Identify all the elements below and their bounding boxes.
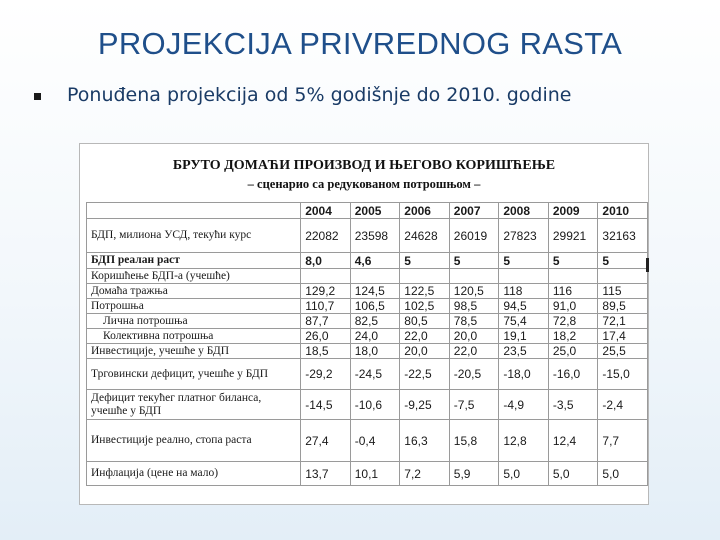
value-cell: -24,5 xyxy=(350,359,400,390)
border-mark xyxy=(646,258,649,272)
value-cell: 22,0 xyxy=(400,329,450,344)
table-row xyxy=(87,269,648,284)
value-cell xyxy=(449,269,499,284)
value-cell: 25,0 xyxy=(548,344,598,359)
value-cell xyxy=(400,269,450,284)
table-row xyxy=(87,359,648,390)
table-row xyxy=(87,253,648,269)
table-title: БРУТО ДОМАЋИ ПРОИЗВОД И ЊЕГОВО КОРИШЋЕЊЕ xyxy=(172,158,556,173)
row-label: Инвестиције реално, стопа раста xyxy=(87,420,301,462)
value-cell: 94,5 xyxy=(499,299,549,314)
value-cell: 18,5 xyxy=(301,344,351,359)
value-cell: 72,8 xyxy=(548,314,598,329)
gdp-table xyxy=(86,202,648,486)
value-cell: 20,0 xyxy=(400,344,450,359)
value-cell: 15,8 xyxy=(449,420,499,462)
value-cell: 18,2 xyxy=(548,329,598,344)
value-cell: 20,0 xyxy=(449,329,499,344)
value-cell: 18,0 xyxy=(350,344,400,359)
row-label: Инвестиције, учешће у БДП xyxy=(87,344,301,359)
value-cell: 122,5 xyxy=(400,284,450,299)
table-row xyxy=(87,299,648,314)
value-cell: 29921 xyxy=(548,219,598,253)
year-header: 2009 xyxy=(548,203,598,219)
value-cell xyxy=(301,269,351,284)
value-cell: 27,4 xyxy=(301,420,351,462)
value-cell: -9,25 xyxy=(400,390,450,420)
value-cell: -15,0 xyxy=(598,359,648,390)
value-cell: -18,0 xyxy=(499,359,549,390)
value-cell: -20,5 xyxy=(449,359,499,390)
value-cell: 72,1 xyxy=(598,314,648,329)
table-row xyxy=(87,219,648,253)
row-label: БДП, милиона УСД, текући курс xyxy=(87,219,301,253)
table-row xyxy=(87,420,648,462)
value-cell: 5 xyxy=(598,253,648,269)
table-row xyxy=(87,390,648,420)
value-cell: 16,3 xyxy=(400,420,450,462)
row-label: Дефицит текућег платног биланса, учешће у БДП xyxy=(87,390,301,420)
row-label: БДП реалан раст xyxy=(87,253,301,269)
year-header: 2006 xyxy=(400,203,450,219)
value-cell: 80,5 xyxy=(400,314,450,329)
value-cell xyxy=(350,269,400,284)
value-cell: 12,4 xyxy=(548,420,598,462)
value-cell: 5 xyxy=(449,253,499,269)
value-cell: 24628 xyxy=(400,219,450,253)
value-cell: 98,5 xyxy=(449,299,499,314)
value-cell: 5,9 xyxy=(449,462,499,486)
value-cell: 27823 xyxy=(499,219,549,253)
value-cell: 89,5 xyxy=(598,299,648,314)
row-label: Домаћа тражња xyxy=(87,284,301,299)
value-cell: 87,7 xyxy=(301,314,351,329)
year-header: 2004 xyxy=(301,203,351,219)
table-row xyxy=(87,344,648,359)
value-cell xyxy=(548,269,598,284)
value-cell: 118 xyxy=(499,284,549,299)
value-cell: 5,0 xyxy=(598,462,648,486)
value-cell: 5,0 xyxy=(499,462,549,486)
value-cell: -14,5 xyxy=(301,390,351,420)
bullet-item xyxy=(34,84,572,106)
year-header: 2008 xyxy=(499,203,549,219)
table-row xyxy=(87,314,648,329)
value-cell: 5 xyxy=(499,253,549,269)
value-cell: 124,5 xyxy=(350,284,400,299)
value-cell: 25,5 xyxy=(598,344,648,359)
value-cell: 7,7 xyxy=(598,420,648,462)
row-label: Лична потрошња xyxy=(87,314,301,329)
row-label: Потрошња xyxy=(87,299,301,314)
value-cell: -3,5 xyxy=(548,390,598,420)
value-cell: 110,7 xyxy=(301,299,351,314)
slide-title: PROJEKCIJA PRIVREDNOG RASTA xyxy=(97,26,623,61)
row-label: Трговински дефицит, учешће у БДП xyxy=(87,359,301,390)
row-label: Инфлација (цене на мало) xyxy=(87,462,301,486)
value-cell: 115 xyxy=(598,284,648,299)
value-cell xyxy=(499,269,549,284)
value-cell: 26019 xyxy=(449,219,499,253)
value-cell: 19,1 xyxy=(499,329,549,344)
value-cell: 17,4 xyxy=(598,329,648,344)
value-cell xyxy=(598,269,648,284)
row-label: Колективна потрошња xyxy=(87,329,301,344)
value-cell: 7,2 xyxy=(400,462,450,486)
square-bullet-icon xyxy=(34,93,41,100)
value-cell: 116 xyxy=(548,284,598,299)
value-cell: -2,4 xyxy=(598,390,648,420)
value-cell: 24,0 xyxy=(350,329,400,344)
value-cell: -22,5 xyxy=(400,359,450,390)
value-cell: 75,4 xyxy=(499,314,549,329)
table-header-row xyxy=(87,203,648,219)
gdp-table-image xyxy=(79,143,649,505)
value-cell: 22082 xyxy=(301,219,351,253)
value-cell: 12,8 xyxy=(499,420,549,462)
value-cell: -4,9 xyxy=(499,390,549,420)
value-cell: 5 xyxy=(400,253,450,269)
value-cell: -7,5 xyxy=(449,390,499,420)
table-row xyxy=(87,462,648,486)
value-cell: 23,5 xyxy=(499,344,549,359)
value-cell: -0,4 xyxy=(350,420,400,462)
value-cell: 82,5 xyxy=(350,314,400,329)
value-cell: 23598 xyxy=(350,219,400,253)
year-header: 2010 xyxy=(598,203,648,219)
value-cell: 106,5 xyxy=(350,299,400,314)
value-cell: 22,0 xyxy=(449,344,499,359)
value-cell: 5,0 xyxy=(548,462,598,486)
value-cell: 4,6 xyxy=(350,253,400,269)
row-label: Коришћење БДП-а (учешће) xyxy=(87,269,301,284)
value-cell: 129,2 xyxy=(301,284,351,299)
value-cell: 5 xyxy=(548,253,598,269)
year-header: 2005 xyxy=(350,203,400,219)
bullet-text: Ponuđena projekcija od 5% godišnje do 2010. godine xyxy=(67,84,572,106)
value-cell: -29,2 xyxy=(301,359,351,390)
value-cell: 120,5 xyxy=(449,284,499,299)
value-cell: 91,0 xyxy=(548,299,598,314)
value-cell: -10,6 xyxy=(350,390,400,420)
value-cell: 10,1 xyxy=(350,462,400,486)
value-cell: 13,7 xyxy=(301,462,351,486)
table-subtitle: – сценарио са редукованом потрошњом – xyxy=(247,177,481,191)
value-cell: 102,5 xyxy=(400,299,450,314)
value-cell: -16,0 xyxy=(548,359,598,390)
value-cell: 26,0 xyxy=(301,329,351,344)
year-header: 2007 xyxy=(449,203,499,219)
value-cell: 32163 xyxy=(598,219,648,253)
table-row xyxy=(87,329,648,344)
value-cell: 8,0 xyxy=(301,253,351,269)
table-row xyxy=(87,284,648,299)
value-cell: 78,5 xyxy=(449,314,499,329)
header-label-cell xyxy=(87,203,301,219)
